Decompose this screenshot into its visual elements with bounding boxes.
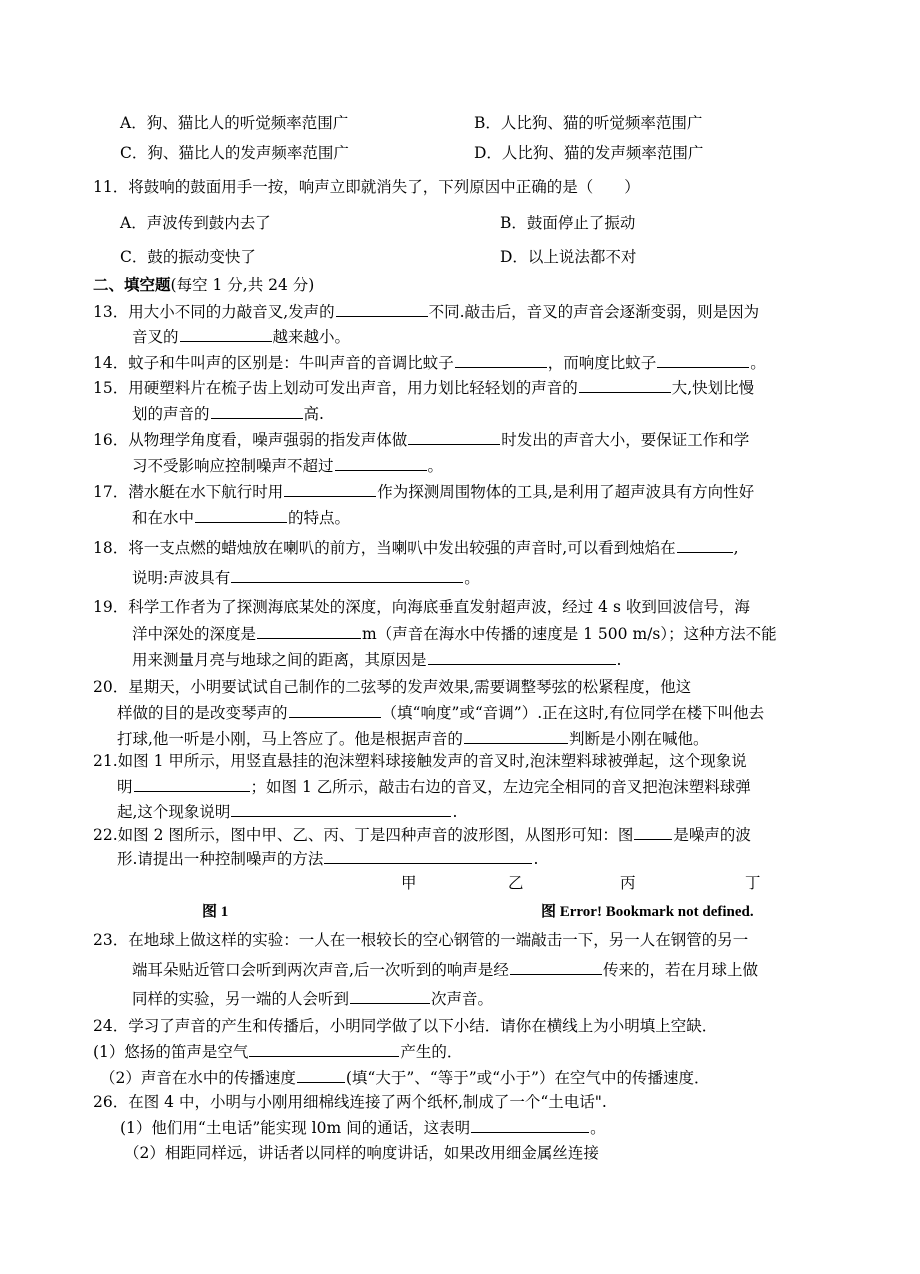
- q20-text-2: 样做的目的是改变琴声的: [117, 704, 288, 722]
- q11-option-c: C．鼓的振动变快了: [120, 248, 256, 266]
- q21-text-2: 明: [117, 778, 133, 796]
- q10-option-c: C．狗、猫比人的发声频率范围广: [120, 144, 349, 162]
- q21-blank-2[interactable]: [231, 800, 451, 817]
- q24-text-3: （2）声音在水中的传播速度: [100, 1069, 296, 1087]
- q21-text-4: 起,这个现象说明: [117, 803, 231, 821]
- q10-option-d: D．人比狗、猫的发声频率范围广: [474, 144, 704, 162]
- q19-text-4: 用来测量月亮与地球之间的距离，其原因是: [132, 651, 427, 669]
- q23-blank-2[interactable]: [350, 987, 430, 1004]
- q20-line-1: 20．星期天，小明要试试自己制作的二弦琴的发声效果,需要调整琴弦的松紧程度，他这: [93, 678, 692, 696]
- q13-text-4: 越来越小。: [272, 328, 351, 346]
- q18-blank-1[interactable]: [677, 536, 733, 553]
- q13-blank-2[interactable]: [180, 325, 272, 342]
- q20-blank-2[interactable]: [464, 727, 568, 744]
- q23-text-5: 次声音。: [431, 990, 494, 1008]
- q18-text-4: 。: [464, 569, 480, 587]
- q24-sub-1: [93, 1040, 462, 1063]
- q15-line-2: [132, 402, 324, 425]
- q18-text-1: 18．将一支点燃的蜡烛放在喇叭的前方，当喇叭中发出较强的声音时,可以看到烛焰在: [93, 539, 676, 557]
- q26-sub-2: （2）相距同样远，讲话者以同样的响度讲话，如果改用细金属丝连接: [124, 1144, 599, 1162]
- q24-text-1: (1）悠扬的笛声是空气: [93, 1043, 249, 1061]
- q23-text-4: 同样的实验，另一端的人会听到: [132, 990, 350, 1008]
- figure-label-yi: 乙: [508, 874, 524, 892]
- q17-line-1: [93, 480, 754, 503]
- q20-text-4: 打球,他一听是小刚，马上答应了。他是根据声音的: [117, 730, 463, 748]
- q21-text-5: .: [452, 803, 458, 821]
- q10-option-a: A．狗、猫比人的听觉频率范围广: [120, 114, 349, 132]
- q22-line-1: [93, 823, 751, 846]
- q14-text-2: ，而响度比蚊子: [547, 354, 657, 372]
- q24-sub-2: [100, 1066, 709, 1089]
- q22-text-2: 是噪声的波: [673, 826, 751, 844]
- q19-line-3: [132, 648, 621, 671]
- q21-blank-1[interactable]: [134, 775, 250, 792]
- q16-text-2: 时发出的声音大小，要保证工作和学: [501, 431, 750, 449]
- q13-text-1: 13．用大小不同的力敲音叉,发声的: [93, 303, 335, 321]
- q18-text-2: ,: [733, 539, 739, 557]
- q18-line-2: [132, 566, 480, 589]
- q22-text-4: .: [533, 850, 539, 868]
- q22-blank-1[interactable]: [634, 823, 672, 840]
- q10-option-b: B．人比狗、猫的听觉频率范围广: [474, 114, 703, 132]
- q26-sub-1: [120, 1116, 606, 1139]
- figure-2-caption: 图 Error! Bookmark not defined.: [541, 904, 754, 920]
- figure-label-bing: 丙: [620, 874, 636, 892]
- q16-blank-2[interactable]: [335, 454, 427, 471]
- q24-text-2: 产生的．: [400, 1043, 463, 1061]
- q21-line-1: 21.如图 1 甲所示，用竖直悬挂的泡沫塑料球接触发声的音叉时,泡沫塑料球被弹起，这个现象说: [93, 752, 747, 770]
- q13-line-1: [93, 300, 759, 323]
- figure-1-caption: 图 1: [202, 904, 229, 920]
- q19-text-2: 洋中深处的深度是: [132, 625, 257, 643]
- q17-text-2: 作为探测周围物体的工具,是利用了超声波具有方向性好: [377, 483, 755, 501]
- q23-text-3: 传来的，若在月球上做: [602, 961, 758, 979]
- q23-text-2: 端耳朵贴近管口会听到两次声音,后一次听到的响声是经: [132, 961, 509, 979]
- q16-text-4: 。: [427, 457, 444, 475]
- q16-line-1: [93, 428, 749, 451]
- q26-text-1: (1）他们用“土电话”能实现 l0m 间的通话，这表明: [120, 1119, 471, 1137]
- q15-text-3: 划的声音的: [132, 405, 210, 423]
- q13-line-2: [132, 325, 350, 348]
- q24-text-4: (填“大于”、“等于”或“小于”）在空气中的传播速度．: [345, 1069, 710, 1087]
- q19-text-3: m（声音在海水中传播的速度是 1 500 m/s）；这种方法不能: [362, 625, 777, 643]
- q15-text-2: 大,快划比慢: [671, 379, 755, 397]
- q11-option-a: A．声波传到鼓内去了: [120, 214, 271, 232]
- q14-line-1: [93, 351, 766, 374]
- q17-line-2: [132, 506, 350, 529]
- q14-blank-1[interactable]: [455, 351, 547, 368]
- q19-blank-1[interactable]: [257, 622, 361, 639]
- q16-text-3: 习不受影响应控制噪声不超过: [132, 457, 334, 475]
- q11-stem: 11．将鼓响的鼓面用手一按，响声立即就消失了，下列原因中正确的是（ ）: [93, 178, 640, 196]
- q18-text-3: 说明:声波具有: [132, 569, 231, 587]
- q11-option-d: D．以上说法都不对: [500, 248, 637, 266]
- q23-line-2: [132, 958, 758, 981]
- q21-line-2: [117, 775, 751, 798]
- q15-text-1: 15．用硬塑料片在梳子齿上划动可发出声音，用力划比轻轻划的声音的: [93, 379, 578, 397]
- q15-text-4: 高.: [303, 405, 324, 423]
- q20-text-3: （填“响度”或“音调”）.正在这时,有位同学在楼下叫他去: [381, 704, 765, 722]
- section-note: (每空 1 分,共 24 分): [170, 276, 315, 294]
- section-title: 二、填空题: [93, 275, 171, 294]
- q16-text-1: 16．从物理学角度看，噪声强弱的指发声体做: [93, 431, 408, 449]
- q24-blank-2[interactable]: [297, 1066, 345, 1083]
- q22-line-2: [117, 847, 538, 870]
- q16-blank-1[interactable]: [408, 428, 500, 445]
- q14-text-1: 14．蚊子和牛叫声的区别是：牛叫声音的音调比蚊子: [93, 354, 454, 372]
- q23-line-1: 23．在地球上做这样的实验：一人在一根较长的空心钢管的一端敲击一下，另一人在钢管的另一: [93, 931, 749, 949]
- q26-text-2: 。: [590, 1119, 606, 1137]
- q21-text-3: ；如图 1 乙所示，敲击右边的音叉，左边完全相同的音叉把泡沫塑料球弹: [250, 778, 751, 796]
- q17-text-1: 17．潜水艇在水下航行时用: [93, 483, 284, 501]
- q22-blank-2[interactable]: [324, 847, 532, 864]
- q13-text-2: 不同.敲击后，音叉的声音会逐渐变弱，则是因为: [428, 303, 760, 321]
- q24-stem: 24．学习了声音的产生和传播后，小明同学做了以下小结．请你在横线上为小明填上空缺．: [93, 1017, 718, 1035]
- q26-blank-1[interactable]: [471, 1116, 589, 1133]
- section-heading: [93, 274, 314, 296]
- q22-text-1: 22.如图 2 图所示，图中甲、乙、丙、丁是四种声音的波形图，从图形可知：图: [93, 826, 634, 844]
- q11-option-b: B．鼓面停止了振动: [500, 214, 636, 232]
- q20-blank-1[interactable]: [289, 701, 381, 718]
- q13-text-3: 音叉的: [132, 328, 179, 346]
- q23-blank-1[interactable]: [510, 958, 602, 975]
- q17-text-3: 和在水中: [132, 509, 195, 527]
- q17-blank-2[interactable]: [195, 506, 287, 523]
- q24-blank-1[interactable]: [249, 1040, 399, 1057]
- q20-line-3: [117, 727, 708, 750]
- q13-blank-1[interactable]: [336, 300, 428, 317]
- figure-label-ding: 丁: [745, 874, 761, 892]
- figure-label-jia: 甲: [401, 874, 417, 892]
- q14-blank-2[interactable]: [657, 351, 749, 368]
- q21-line-3: [117, 800, 457, 823]
- q19-text-5: .: [616, 651, 622, 669]
- q19-line-2: [132, 622, 777, 645]
- q23-line-3: [132, 987, 493, 1010]
- q15-line-1: [93, 376, 754, 399]
- q19-blank-2[interactable]: [428, 648, 616, 665]
- q20-text-5: 判断是小刚在喊他。: [568, 730, 709, 748]
- q19-line-1: 19．科学工作者为了探测海底某处的深度，向海底垂直发射超声波，经过 4 s 收到回波信号，海: [93, 598, 750, 616]
- q15-blank-2[interactable]: [211, 402, 303, 419]
- q17-text-4: 的特点。: [288, 509, 351, 527]
- q20-line-2: [117, 701, 764, 724]
- q17-blank-1[interactable]: [284, 480, 376, 497]
- q15-blank-1[interactable]: [579, 376, 671, 393]
- q26-stem: 26．在图 4 中，小明与小刚用细棉线连接了两个纸杯,制成了一个“土电话".: [93, 1093, 607, 1111]
- q18-line-1: [93, 536, 739, 559]
- q22-text-3: 形.请提出一种控制噪声的方法: [117, 850, 324, 868]
- q16-line-2: [132, 454, 443, 477]
- q18-blank-2[interactable]: [231, 566, 463, 583]
- q14-text-3: 。: [750, 354, 766, 372]
